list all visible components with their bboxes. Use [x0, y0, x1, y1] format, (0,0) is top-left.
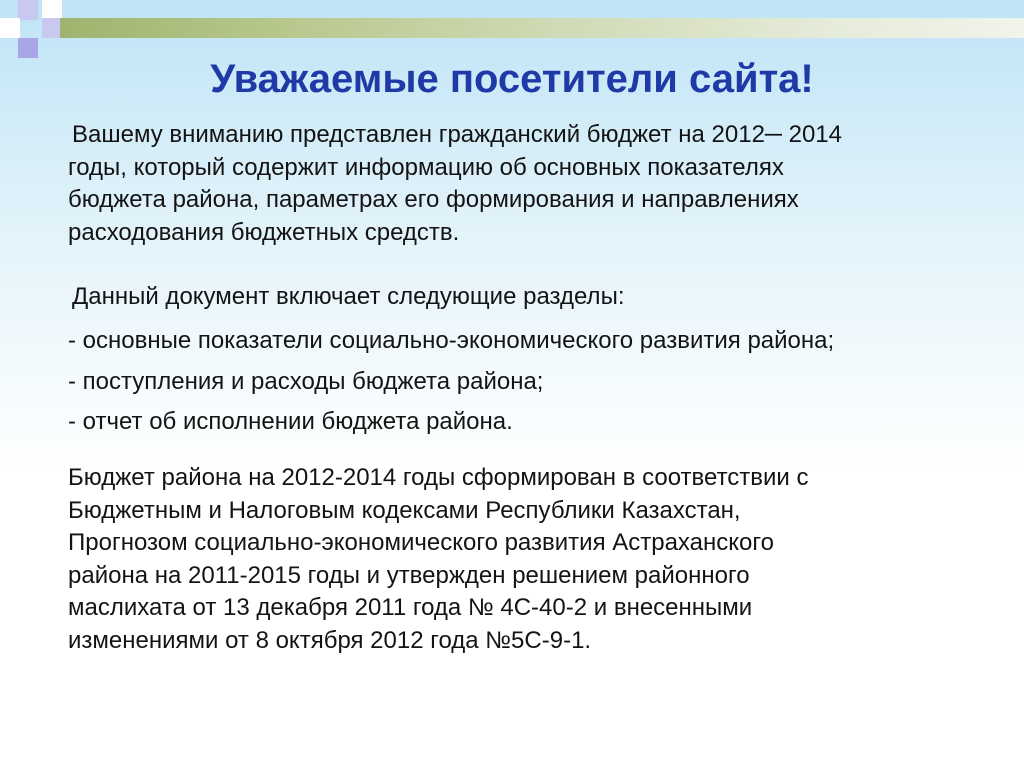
decor-square: [42, 18, 62, 38]
decor-square: [18, 0, 38, 20]
sections-heading: [68, 281, 978, 314]
decor-top-band: [60, 18, 1024, 38]
intro-line: Вашему вниманию представлен гражданский бюджет на 2012─ 2014: [72, 121, 842, 148]
budget-line: Прогнозом социально-экономического развития Астраханского: [68, 529, 774, 556]
list-item: - отчет об исполнении бюджета района.: [68, 408, 513, 435]
sections-heading-text: Данный документ включает следующие разделы:: [72, 283, 625, 310]
sections-list: [68, 321, 998, 443]
decor-square: [42, 0, 62, 20]
intro-line: расходования бюджетных средств.: [68, 218, 460, 246]
budget-line: изменениями от 8 октября 2012 года №5С-9-1.: [68, 626, 592, 654]
budget-line: Бюджет района на 2012-2014 годы сформирован в соответствии с: [68, 464, 809, 491]
intro-line: бюджета района, параметрах его формирования и направлениях: [68, 186, 799, 213]
decor-square: [0, 18, 20, 38]
slide-title: Уважаемые посетители сайта!: [210, 57, 814, 101]
budget-line: маслихата от 13 декабря 2011 года № 4С-40-2 и внесенными: [68, 594, 753, 621]
intro-paragraph: [68, 119, 978, 249]
budget-paragraph: [68, 462, 978, 657]
budget-line: района на 2011-2015 годы и утвержден решением районного: [68, 561, 750, 589]
intro-line: годы, который содержит информацию об основных показателях: [68, 153, 784, 181]
budget-line: Бюджетным и Налоговым кодексами Республики Казахстан,: [68, 496, 741, 524]
list-item: - основные показатели социально-экономического развития района;: [68, 327, 835, 354]
list-item: - поступления и расходы бюджета района;: [68, 367, 544, 395]
